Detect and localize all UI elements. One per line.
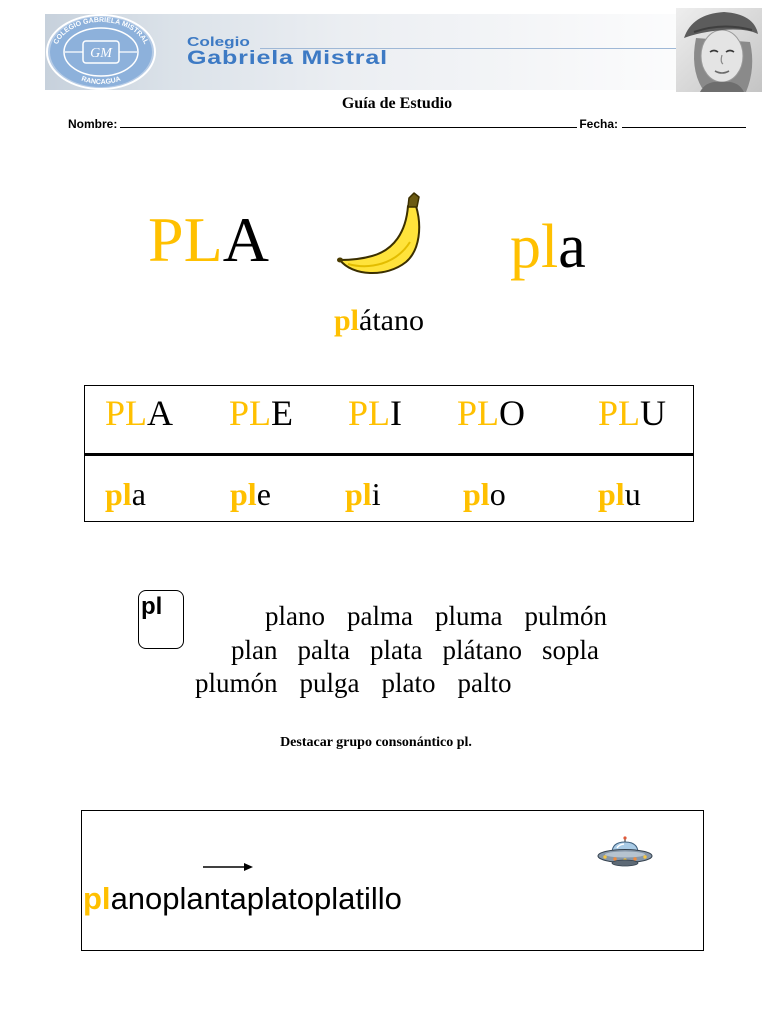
school-seal-logo [45,14,157,90]
syllable-cell-upper [457,395,525,431]
syllable-cell-lower [345,478,381,510]
syllable-vowel: O [499,393,526,433]
syllable-cell-upper [598,395,666,431]
syllable-vowel: a [131,476,146,512]
hero-syllable-lower [510,213,586,281]
hero-word-prefix: pl [334,304,360,337]
hero-syllable-upper [148,204,269,275]
syllable-vowel: e [256,476,271,512]
date-label: Fecha: [579,117,618,131]
portrait-photo [676,8,762,92]
exercise-word-chain [83,883,402,914]
table-divider [85,453,693,456]
hero-upper-prefix: PL [148,204,223,275]
ufo-icon [596,836,654,868]
word-bank-word: plano [265,601,325,631]
student-form-line [68,117,746,131]
word-bank-word: palto [457,668,512,698]
exercise-prefix: pl [83,881,111,916]
syllable-prefix: pl [105,476,132,512]
exercise-box [81,810,704,951]
syllable-prefix: pl [463,476,490,512]
hero-word [334,306,424,336]
syllable-prefix: pl [598,476,625,512]
seal-bottom-text: RANCAGUA [80,75,122,87]
seal-monogram: GM [90,46,112,61]
syllable-prefix: PL [598,393,641,433]
word-bank-word: palta [297,635,350,665]
date-blank-line [622,117,746,128]
word-bank-word: sopla [541,635,599,665]
syllable-prefix: PL [457,393,500,433]
syllable-vowel: I [390,393,403,433]
syllable-table [84,385,694,522]
banana-icon [334,190,424,280]
word-bank-line [265,600,607,633]
syllable-cell-upper [229,395,293,431]
word-bank-word: plato [381,668,436,698]
school-prefix: Colegio [187,34,250,49]
syllable-cell-lower [598,478,641,510]
syllable-vowel: E [271,393,294,433]
syllable-cell-lower [230,478,271,510]
hero-upper-rest: A [222,204,269,275]
school-name: Gabriela Mistral [187,48,388,69]
syllable-vowel: i [371,476,381,512]
arrow-right-icon [203,861,253,873]
syllable-prefix: pl [230,476,257,512]
hero-lower-rest: a [558,213,586,281]
word-bank-word: pulga [299,668,360,698]
consonant-group-label: pl [141,593,163,620]
consonant-group-box [138,590,184,649]
name-blank-line [120,117,577,128]
word-bank-word: plátano [442,635,522,665]
seal-top-text: COLEGIO GABRIELA MISTRAL [52,16,150,46]
syllable-prefix: pl [345,476,372,512]
exercise-rest: anoplantaplatoplatillo [110,881,402,916]
syllable-cell-lower [105,478,146,510]
hero-lower-prefix: pl [510,213,559,281]
syllable-cell-upper [348,395,402,431]
syllable-vowel: o [489,476,506,512]
syllable-prefix: PL [105,393,148,433]
word-bank-word: plata [369,635,423,665]
instruction-text: Destacar grupo consonántico pl. [280,735,472,750]
syllable-cell-upper [105,395,173,431]
word-bank-word: plumón [195,668,278,698]
word-bank-line [231,634,599,667]
syllable-vowel: A [147,393,174,433]
word-bank-word: pluma [434,601,503,631]
syllable-prefix: PL [348,393,391,433]
header-banner [45,14,757,90]
page-title: Guía de Estudio [341,95,453,112]
name-label: Nombre: [68,117,118,131]
syllable-vowel: U [640,393,667,433]
hero-word-rest: átano [359,304,424,337]
word-bank-line [195,667,512,700]
syllable-prefix: PL [229,393,272,433]
syllable-vowel: u [624,476,641,512]
word-bank-word: pulmón [524,601,607,631]
word-bank-word: plan [231,635,278,665]
word-bank-word: palma [347,601,413,631]
syllable-cell-lower [463,478,506,510]
